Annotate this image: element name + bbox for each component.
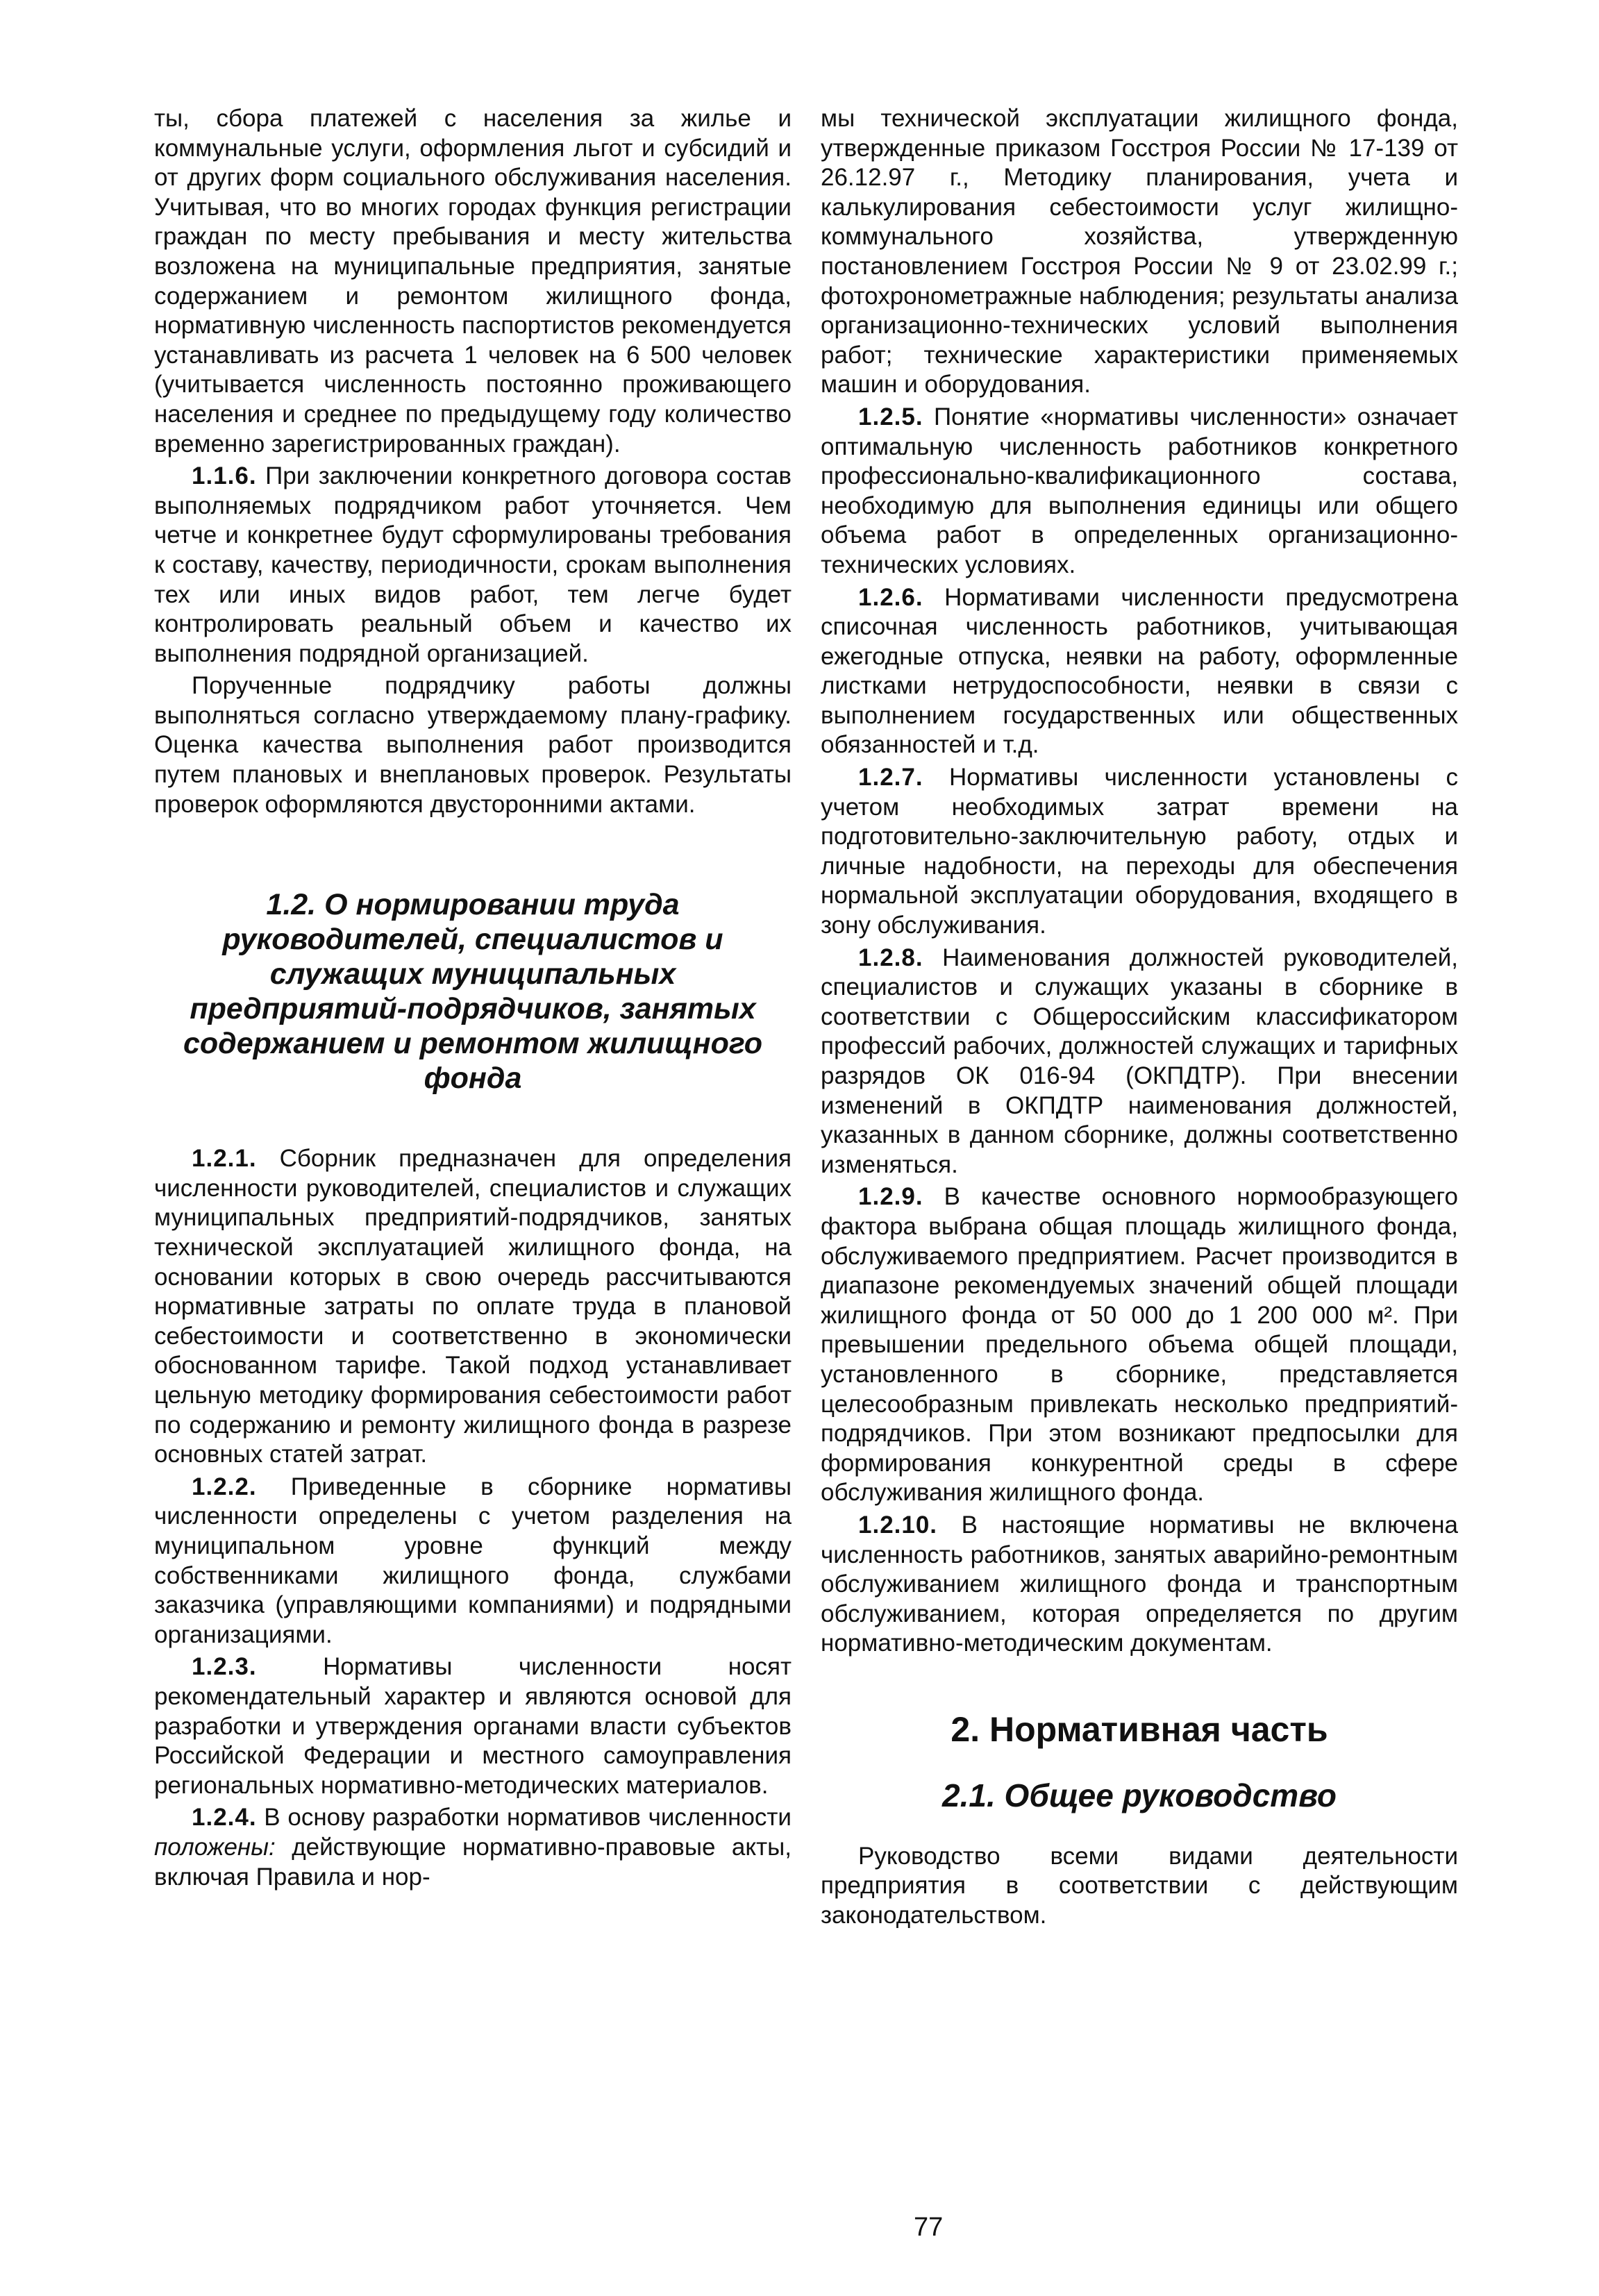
page-number: 77 [914,2213,944,2242]
clause-number: 1.2.7. [858,764,923,791]
paragraph-1-2-7 [821,763,1458,941]
paragraph-1-2-8 [821,944,1458,1180]
paragraph-text: Приведенные в сборнике нормативы численности определены с учетом разделения на муниципальном уровне функций между собственниками жилищного фонда, службами заказчика (управляющими компаниями) и подрядными организациями. [154,1473,792,1648]
paragraph-1-2-9 [821,1182,1458,1508]
paragraph-text: мы технической эксплуатации жилищного фонда, утвержденные приказом Госстроя России № 17-139 от 26.12.97 г., Методику планирования, учета и калькулирования себестоимости услуг жилищно-коммунального хозяйства, утвержденную постановлением Госстроя России № 9 от 23.02.99 г.; фотохронометражные наблюдения; результаты анализа организационно-технических условий выполнения работ; технические характеристики применяемых машин и оборудования. [821,105,1458,399]
paragraph-text: ты, сбора платежей с населения за жилье и коммунальные услуги, оформления льгот и субсидий и от других форм социального обслуживания населения. Учитывая, что во многих городах функция регистрации граждан по месту пребывания и месту жительства возложена на муниципальные предприятия, занятые содержанием и ремонтом жилищного фонда, нормативную численность паспортистов рекомендуется устанавливать из расчета 1 человек на 6 500 человек (учитывается численность постоянно проживающего населения и среднее по предыдущему году количество временно зарегистрированных граждан). [154,105,792,458]
subsection-title-2-1: 2.1. Общее руководство [942,1777,1337,1813]
paragraph-text: Нормативы численности установлены с учетом необходимых затрат времени на подготовительно-заключительную работу, отдых и личные надобности, на переходы для обеспечения нормальной эксплуатации оборудования, входящего в зону обслуживания. [821,764,1459,939]
paragraph-1-2-4 [154,1803,792,1892]
paragraph-text: Сборник предназначен для определения численности руководителей, специалистов и служащих муниципальных предприятий-подрядчиков, занятых технической эксплуатацией жилищного фонда, на основании которых в свою очередь рассчитываются нормативные затраты по оплате труда в плановой себестоимости и соответственно в экономически обоснованном тарифе. Такой подход устанавливает цельную методику формирования себестоимости работ по содержанию и ремонту жилищного фонда в разрезе основных статей затрат. [154,1145,792,1468]
clause-number: 1.2.5. [858,403,923,430]
clause-number: 1.2.4. [192,1804,257,1832]
paragraph-text: При заключении конкретного договора состав выполняемых подрядчиком работ уточняется. Чем четче и конкретнее будут сформулированы требования к составу, качеству, периодичности, срокам выполнения тех или иных видов работ, тем легче будет контролировать реальный объем и качество их выполнения подрядной организацией. [154,462,792,667]
paragraph-1-2-6 [821,583,1458,761]
right-column [821,104,1458,1934]
clause-number: 1.2.9. [858,1183,923,1211]
clause-number: 1.1.6. [192,462,257,490]
paragraph-text: действующие нормативно-правовые акты, включая Правила и нор- [154,1833,792,1891]
paragraph-1-2-5 [821,403,1458,580]
paragraph-1-2-1 [154,1144,792,1470]
clause-number: 1.2.10. [858,1511,938,1539]
paragraph-text: Нормативами численности предусмотрена списочная численность работников, учитывающая ежегодные отпуска, неявки на работу, оформленные листками нетрудоспособности, неявки в связи с выполнением государственных или общественных обязанностей и т.д. [821,583,1459,759]
section-title-2: 2. Нормативная часть [951,1709,1328,1749]
paragraph-text: Руководство всеми видами деятельности предприятия в соответствии с действующим законодательством. [821,1842,1458,1929]
document-page [154,104,1459,2242]
section-heading-1-2: 1.2. О нормировании труда руководителей, специалистов и служащих муниципальных предприятий-подрядчиков, занятых содержанием и ремонтом жилищного фонда [183,888,763,1096]
italic-text: положены: [154,1833,276,1861]
paragraph-1-2-10 [821,1511,1458,1659]
paragraph [821,104,1458,400]
paragraph-text: В настоящие нормативы не включена численность работников, занятых аварийно-ремонтным обслуживанием жилищного фонда и транспортным обслуживанием, которая определяется по другим нормативно-методическим документам. [821,1511,1458,1657]
paragraph-text: В основу разработки нормативов численности [264,1804,792,1832]
paragraph [154,671,792,819]
clause-number: 1.2.1. [192,1145,257,1173]
paragraph-text: В качестве основного нормообразующего фактора выбрана общая площадь жилищного фонда, обслуживаемого предприятием. Расчет производится в диапазоне рекомендуемых значений общей площади жилищного фонда от 50 000 до 1 200 000 м². При превышении предельного объема общей площади, установленного в сборнике, представляется целесообразным привлекать несколько предприятий-подрядчиков. При этом возникают предпосылки для формирования конкурентной среды в сфере обслуживания жилищного фонда. [821,1183,1458,1507]
clause-number: 1.2.3. [192,1653,257,1681]
clause-number: 1.2.6. [858,583,923,611]
clause-number: 1.2.2. [192,1473,257,1500]
paragraph-1-2-3 [154,1652,792,1800]
paragraph [154,104,792,459]
paragraph-text: Понятие «нормативы численности» означает оптимальную численность работников конкретного профессионально-квалификационного состава, необходимую для выполнения единицы или общего объема работ в определенных организационно-технических условиях. [821,403,1458,578]
paragraph [821,1842,1458,1931]
paragraph-1-1-6 [154,462,792,669]
left-column [154,104,792,1895]
clause-number: 1.2.8. [858,944,923,971]
paragraph-1-2-2 [154,1473,792,1650]
paragraph-text: Порученные подрядчику работы должны выполняться согласно утверждаемому плану-графику. Оценка качества выполнения работ производится путем плановых и внеплановых проверок. Результаты проверок оформляются двусторонними актами. [154,672,792,818]
paragraph-text: Наименования должностей руководителей, специалистов и служащих указаны в сборнике в соответствии с Общероссийским классификатором профессий рабочих, должностей служащих и тарифных разрядов ОК 016-94 (ОКПДТР). При внесении изменений в ОКПДТР наименования должностей, указанных в данном сборнике, должны соответственно изменяться. [821,944,1458,1178]
paragraph-text: Нормативы численности носят рекомендательный характер и являются основой для разработки и утверждения органами власти субъектов Российской Федерации и местного самоуправления региональных нормативно-методических материалов. [154,1653,792,1799]
